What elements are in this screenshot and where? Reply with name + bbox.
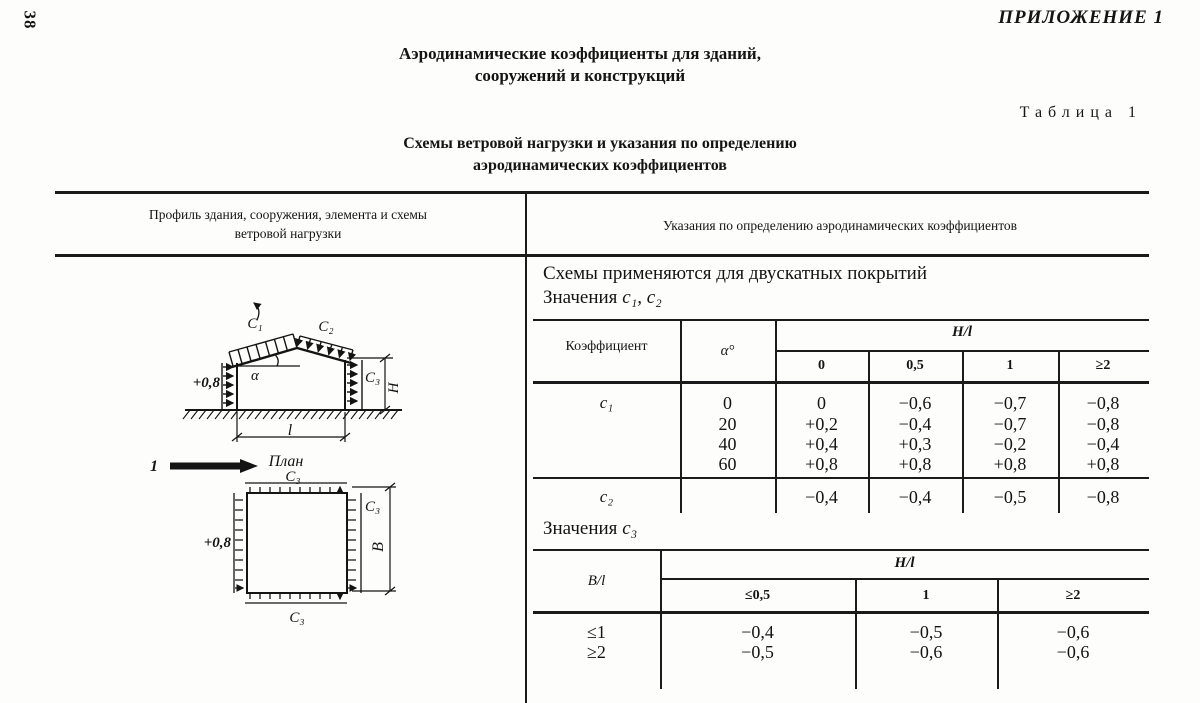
table-cell: −0,6: [1056, 642, 1090, 662]
c3-subheader-rule: [533, 611, 1149, 614]
c1c2-subheader-05: 0,5: [906, 358, 924, 373]
c3-group-header: H/l: [894, 555, 915, 571]
right-column-header: Указания по определению аэродинамических коэффициентов: [662, 218, 1018, 233]
doc-subtitle-line2: аэродинамических коэффициентов: [473, 157, 727, 174]
plan-pressure-label: +0,8: [203, 535, 231, 551]
c1c2-table: [533, 319, 1149, 515]
wind-load-diagram: [140, 290, 470, 690]
doc-subtitle-line1: Схемы ветровой нагрузки и указания по определению: [403, 135, 797, 152]
plan-outline: [247, 493, 347, 593]
c1c2-subheader-2: ≥2: [1095, 358, 1111, 373]
leeward-wall-arrows: [347, 360, 362, 410]
alpha-value: 20: [718, 414, 737, 434]
c1-label: C₁: [247, 316, 263, 332]
span-label: l: [287, 422, 293, 439]
c1-load-strip: [229, 334, 297, 366]
c1-row-label: c₁: [599, 393, 614, 412]
pressure-label: +0,8: [192, 375, 220, 391]
c1c2-alpha-header: α°: [720, 343, 735, 359]
plan-left-arrows: [234, 493, 243, 593]
c1c2-subheader-1: 1: [1006, 358, 1014, 373]
table-cell: −0,2: [993, 434, 1027, 454]
table-cell: −0,8: [1086, 393, 1120, 413]
table-cell: −0,6: [898, 393, 932, 413]
plan-label: План: [268, 453, 304, 470]
table-cell: −0,8: [1086, 414, 1120, 434]
c1c2-coef-header: Коэффициент: [565, 339, 648, 354]
note-applies: Схемы применяются для двускатных покрытий: [543, 263, 928, 284]
plan-right-arrows: [348, 493, 361, 593]
windward-wall-arrows: [222, 363, 233, 410]
table-cell: −0,4: [1086, 434, 1120, 454]
c2-row-label: c₂: [599, 487, 614, 506]
c3-group-rule: [660, 578, 1149, 580]
table-cell: +0,2: [805, 414, 838, 434]
table-column-divider: [525, 191, 527, 703]
table-cell: +0,8: [993, 454, 1027, 474]
alpha-value: 0: [723, 393, 732, 413]
c3-subheader-1: 1: [922, 588, 930, 603]
c3-plan-right-label: C₃: [365, 499, 381, 515]
table-cell: −0,4: [741, 622, 774, 642]
table-cell: +0,8: [898, 454, 932, 474]
table-cell: −0,4: [805, 487, 838, 507]
doc-title-line1: Аэродинамические коэффициенты для зданий,: [399, 44, 761, 63]
c2-label: C₂: [318, 319, 334, 335]
alpha-value: 40: [718, 434, 737, 454]
left-column-header: [62, 205, 514, 243]
c1c2-subheader-0: 0: [818, 358, 825, 373]
table-cell: 0: [817, 393, 826, 413]
table-cell: −0,6: [1056, 622, 1090, 642]
c3-subheader-05: ≤0,5: [744, 588, 771, 603]
ground-hatching: [183, 410, 398, 419]
table-caption: Таблица 1: [1019, 104, 1142, 121]
note-values-c3-label: Значения: [543, 518, 618, 539]
c3-row-label: ≤1: [587, 622, 606, 642]
note-values-c1c2-label: Значения: [543, 287, 618, 308]
doc-title-line2: сооружений и конструкций: [474, 66, 686, 85]
table-cell: −0,5: [741, 642, 774, 662]
c3-top-rule: [533, 549, 1149, 551]
table-cell: −0,5: [993, 487, 1027, 507]
annex-label: ПРИЛОЖЕНИЕ 1: [998, 7, 1164, 28]
table-cell: −0,6: [909, 642, 943, 662]
c3-row-label: ≥2: [587, 642, 606, 662]
table-cell: +0,3: [898, 434, 932, 454]
c3-plan-bottom-label: C₃: [289, 610, 305, 626]
c1c2-subheader-rule: [533, 381, 1149, 384]
note-values-c3: [543, 518, 637, 540]
c3-wall-label: C₃: [365, 370, 381, 386]
c3-subheader-2: ≥2: [1065, 588, 1081, 603]
table-cell: +0,4: [805, 434, 838, 454]
table-cell: −0,8: [1086, 487, 1120, 507]
table-cell: +0,8: [805, 454, 838, 474]
alpha-value: 60: [718, 454, 737, 474]
left-column-header-line2: ветровой нагрузки: [234, 226, 342, 241]
note-values-c3-var: c₃: [622, 518, 638, 539]
note-values-c1c2: [543, 287, 662, 309]
table-cell: −0,4: [898, 487, 932, 507]
table-cell: −0,7: [993, 393, 1027, 413]
table-top-rule: [55, 191, 1149, 194]
table-cell: +0,8: [1086, 454, 1120, 474]
c3-row-header: B/l: [587, 573, 606, 589]
width-label: B: [370, 542, 387, 552]
table-cell: −0,5: [909, 622, 943, 642]
table-cell: −0,4: [898, 414, 932, 434]
note-values-c1c2-vars: c₁, c₂: [622, 287, 662, 308]
scheme-number: 1: [150, 458, 158, 475]
height-label: H: [386, 382, 402, 394]
left-column-header-line1: Профиль здания, сооружения, элемента и схемы: [149, 207, 427, 222]
c1c2-group-header: H/l: [951, 324, 972, 340]
c1c2-top-rule: [533, 319, 1149, 321]
alpha-label: α: [251, 368, 259, 384]
c3-plan-top-label: C₃: [285, 469, 301, 485]
c3-table: [533, 549, 1149, 691]
table-header-rule: [55, 254, 1149, 257]
table-cell: −0,7: [993, 414, 1027, 434]
page-number: 38: [20, 10, 40, 30]
c1c2-row-rule: [533, 477, 1149, 479]
wind-direction-arrow: [170, 459, 258, 473]
